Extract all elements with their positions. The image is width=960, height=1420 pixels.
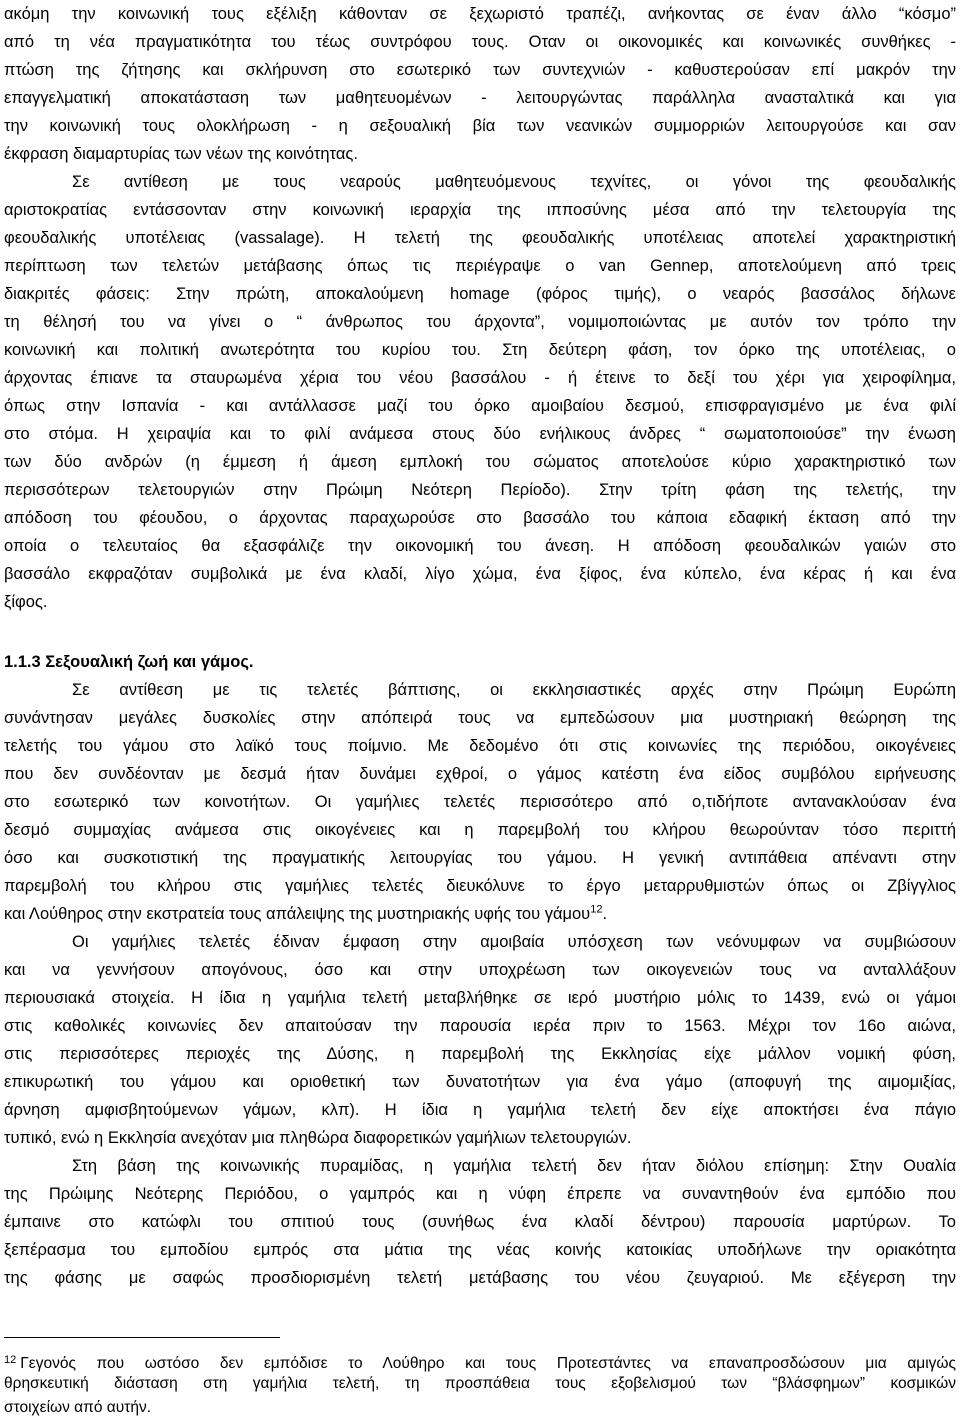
- body-line: [4, 900, 607, 928]
- body-line-text: και Λούθηρος στην εκστρατεία τους απάλειψης της μυστηριακής υφής του γάμου: [4, 905, 591, 923]
- body-line: που δεν συνδέονταν με δεσμά ήταν δυνάμει εχθροί, ο γάμος κατέστη ένα είδος συμβόλου ειρήνευσης: [4, 765, 956, 783]
- body-line: ακόμη την κοινωνική τους εξέλιξη κάθονταν σε ξεχωριστό τραπέζι, ανήκοντας σε έναν άλλο “κόσμο”: [4, 5, 956, 23]
- body-line: των δύο ανδρών (η έμμεση ή άμεση εμπλοκή του σώματος αποτελούσε κύριο χαρακτηριστικό των: [4, 453, 956, 471]
- body-line: Σε αντίθεση με τους νεαρούς μαθητευόμενους τεχνίτες, οι γόνοι της φεουδαλικής: [72, 173, 956, 191]
- body-line: βασσάλο εκφραζόταν συμβολικά με ένα κλαδί, λίγο χώμα, ένα ξίφος, ένα κύπελο, ένα κέρας ή και ένα: [4, 565, 956, 583]
- footnote-line: θρησκευτική διάσταση στη γαμήλια τελετή, τη προσπάθεια τους εξοβελισμού των “βλάσφημων” κοσμικών: [4, 1375, 956, 1392]
- footnote-reference[interactable]: 12: [590, 903, 603, 916]
- body-line: συνάντησαν μεγάλες δυσκολίες στην απόπειρά τους να εμπεδώσουν μια μυστηριακή θεώρηση της: [4, 709, 956, 727]
- body-line: ξεπέρασμα του εμποδίου εμπρός στα μάτια της νέας κοινής κατοικίας υποδήλωνε την οριακότητα: [4, 1241, 956, 1259]
- body-line: περισσότερων τελετουργιών στην Πρώιμη Νεότερη Περίοδο). Στην τρίτη φάση της τελετής, την: [4, 481, 956, 499]
- footnote-line: στοιχείων από αυτήν.: [4, 1399, 152, 1416]
- body-line: της φάσης με σαφώς προσδιορισμένη τελετή μετάβασης του νέου ζευγαριού. Με εξέγερση την: [4, 1269, 956, 1287]
- body-line: πτώση της ζήτησης και σκλήρυνση στο εσωτερικό των συντεχνιών - καθυστερούσαν επί μακρόν την: [4, 61, 956, 79]
- body-line: Οι γαμήλιες τελετές έδιναν έμφαση στην αμοιβαία υπόσχεση των νεόνυμφων να συμβιώσουν: [72, 933, 956, 951]
- footnote-separator: [4, 1337, 280, 1338]
- body-line: στις περισσότερες περιοχές της Δύσης, η παρεμβολή της Εκκλησίας είχε μάλλον νομική φύση,: [4, 1045, 956, 1063]
- footnote-text: Γεγονός που ωστόσο δεν εμπόδισε το Λούθηρο και τους Προτεστάντες να επαναπροσδώσουν μια αμιγώς: [20, 1355, 956, 1372]
- body-line: της Πρώιμης Νεότερης Περιόδου, ο γαμπρός και η νύφη έπρεπε να συναντηθούν ένα εμπόδιο που: [4, 1185, 956, 1203]
- footnote-line: [4, 1348, 956, 1372]
- body-line: στο εσωτερικό των κοινοτήτων. Οι γαμήλιες τελετές περισσότερο από ο,τιδήποτε αντανακλούσαν ένα: [4, 793, 956, 811]
- section-heading: 1.1.3 Σεξουαλική ζωή και γάμος.: [4, 653, 254, 671]
- body-line: οποία ο τελευταίος θα εξασφάλιζε την οικονομική του άνεση. Η απόδοση φεουδαλικών γαιών στο: [4, 537, 956, 555]
- body-line: όσο και συσκοτιστική της πραγματικής λειτουργίας του γάμου. Η γενική αντιπάθεια απέναντι στην: [4, 849, 956, 867]
- body-line: περιουσιακά στοιχεία. Η ίδια η γαμήλια τελετή μεταβλήθηκε σε ιερό μυστήριο μόλις το 1439, ενώ οι γάμοι: [4, 989, 956, 1007]
- body-line: τελετής του γάμου στο λαϊκό τους ποίμνιο. Με δεδομένο ότι στις κοινωνίες της περιόδου, οικογένειες: [4, 737, 956, 755]
- body-line: τη θέλησή του να γίνει ο “ άνθρωπος του άρχοντα”, νομιμοποιώντας με αυτόν τον τρόπο την: [4, 313, 956, 331]
- body-line: την κοινωνική τους ολοκλήρωση - η σεξουαλική βία των νεανικών συμμορριών λειτουργούσε και σαν: [4, 117, 956, 135]
- body-line: κοινωνική και πολιτική ανωτερότητα του κυρίου του. Στη δεύτερη φάση, τον όρκο της υποτέλειας, ο: [4, 341, 956, 359]
- body-line: στο στόμα. Η χειραψία και το φιλί ανάμεσα στους δύο ενήλικους άνδρες “ σωματοποιούσε” την ένωση: [4, 425, 956, 443]
- body-line: διακριτές φάσεις: Στην πρώτη, αποκαλούμενη homage (φόρος τιμής), ο νεαρός βασσάλος δήλωνε: [4, 285, 956, 303]
- body-line: αριστοκρατίας εντάσσονταν στην κοινωνική ιεραρχία της ιπποσύνης μέσα από την τελετουργία της: [4, 201, 956, 219]
- body-line: και να γεννήσουν απογόνους, όσο και στην υποχρέωση των οικογενειών τους να ανταλλάξουν: [4, 961, 956, 979]
- body-line: στις καθολικές κοινωνίες δεν απαιτούσαν την παρουσία ιερέα πριν το 1563. Μέχρι τον 16ο αιώνα,: [4, 1017, 956, 1035]
- body-line: παρεμβολή του κλήρου στις γαμήλιες τελετές διευκόλυνε το έργο μεταρρυθμιστών όπως οι Ζβίγγλιος: [4, 877, 956, 895]
- body-line: Στη βάση της κοινωνικής πυραμίδας, η γαμήλια τελετή δεν ήταν διόλου επίσημη: Στην Ουαλία: [72, 1157, 956, 1175]
- body-line: έμπαινε στο κατώφλι του σπιτιού τους (συνήθως ένα κλαδί δέντρου) παρουσία μαρτύρων. Το: [4, 1213, 956, 1231]
- body-line: ξίφος.: [4, 593, 48, 611]
- body-line: άρχοντας έπιανε τα σταυρωμένα χέρια του νέου βασσάλου - ή έτεινε το δεξί του χέρι για χειροφίλημα,: [4, 369, 956, 387]
- body-line: δεσμό συμμαχίας ανάμεσα στις οικογένειες και η παρεμβολή του κλήρου θεωρούνταν τόσο περιττή: [4, 821, 956, 839]
- body-line: τυπικό, ενώ η Εκκλησία ανεχόταν μια πληθώρα διαφορετικών γαμήλιων τελετουργιών.: [4, 1129, 632, 1147]
- body-line: από τη νέα πραγματικότητα του τέως συντρόφου τους. Οταν οι οικονομικές και κοινωνικές συνθήκες -: [4, 33, 956, 51]
- body-line: όπως στην Ισπανία - και αντάλλασσε μαζί του όρκο αμοιβαίου δεσμού, επισφραγισμένο με ένα φιλί: [4, 397, 956, 415]
- body-line: άρνηση αμφισβητούμενων γάμων, κλπ). Η ίδια η γαμήλια τελετή δεν είχε αποκτήσει ένα πάγιο: [4, 1101, 956, 1119]
- period: .: [602, 905, 608, 923]
- body-line: έκφραση διαμαρτυρίας των νέων της κοινότητας.: [4, 145, 358, 163]
- body-line: απόδοση του φέουδου, ο άρχοντας παραχωρούσε στο βασσάλο του κάποια εδαφική έκταση από την: [4, 509, 956, 527]
- body-line: Σε αντίθεση με τις τελετές βάπτισης, οι εκκλησιαστικές αρχές στην Πρώιμη Ευρώπη: [72, 681, 956, 699]
- body-line: επικυρωτική του γάμου και οριοθετική των δυνατοτήτων για ένα γάμο (αποφυγή της αιμομιξίας,: [4, 1073, 956, 1091]
- body-line: περίπτωση των τελετών μετάβασης όπως τις περιέγραψε ο van Gennep, αποτελούμενη από τρεις: [4, 257, 956, 275]
- body-line: επαγγελματική αποκατάσταση των μαθητευομένων - λειτουργώντας παράλληλα ανασταλτικά και για: [4, 89, 956, 107]
- body-line: φεουδαλικής υποτέλειας (vassalage). Η τελετή της φεουδαλικής υποτέλειας αποτελεί χαρακτηριστική: [4, 229, 956, 247]
- footnote-number: 12: [4, 1354, 17, 1366]
